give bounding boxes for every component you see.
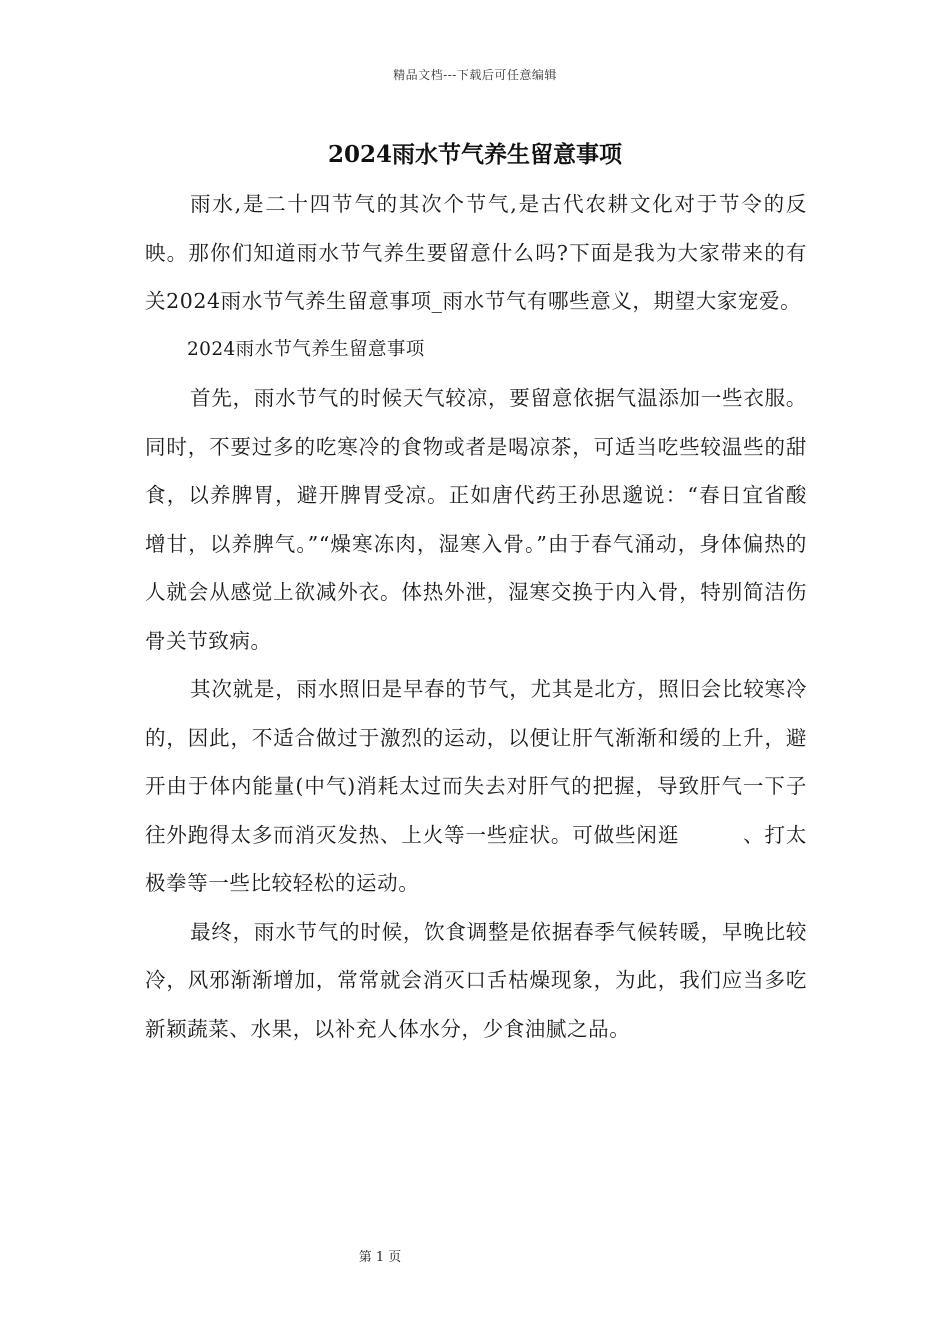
document-title: 2024雨水节气养生留意事项 [327,141,622,168]
body-paragraph-2: 其次就是，雨水照旧是早春的节气，尤其是北方，照旧会比较寒冷的，因此，不适合做过于激烈的运动，以便让肝气渐渐和缓的上升，避开由于体内能量(中气)消耗太过而失去对肝气的把握，导致肝气一下子往外跑得太多而消灭发热、上火等一些症状。可做些闲逛 、打太极拳等一些比较轻松的运动。 [145,677,807,895]
section-subheading: 2024雨水节气养生留意事项 [187,338,425,360]
page-number: 第 1 页 [358,1250,402,1265]
body-paragraph-1: 首先，雨水节气的时候天气较凉，要留意依据气温添加一些衣服。同时，不要过多的吃寒冷的食物或者是喝凉茶，可适当吃些较温些的甜食，以养脾胃，避开脾胃受凉。正如唐代药王孙思邈说：“春日宜省酸增甘，以养脾气。”“燥寒冻肉，湿寒入骨。”由于春气涌动，身体偏热的人就会从感觉上欲减外衣。体热外泄，湿寒交换于内入骨，特别简洁伤骨关节致病。 [145,386,807,653]
header-note: 精品文档---下载后可任意编辑 [393,68,557,82]
document-body [145,180,807,1053]
intro-paragraph: 雨水,是二十四节气的其次个节气,是古代农耕文化对于节令的反映。那你们知道雨水节气养生要留意什么吗?下面是我为大家带来的有关2024雨水节气养生留意事项_雨水节气有哪些意义，期望大家宠爱。 [145,192,807,313]
body-paragraph-3: 最终，雨水节气的时候，饮食调整是依据春季气候转暖，早晚比较冷，风邪渐渐增加，常常就会消灭口舌枯燥现象，为此，我们应当多吃新颖蔬菜、水果，以补充人体水分，少食油腻之品。 [145,919,807,1041]
